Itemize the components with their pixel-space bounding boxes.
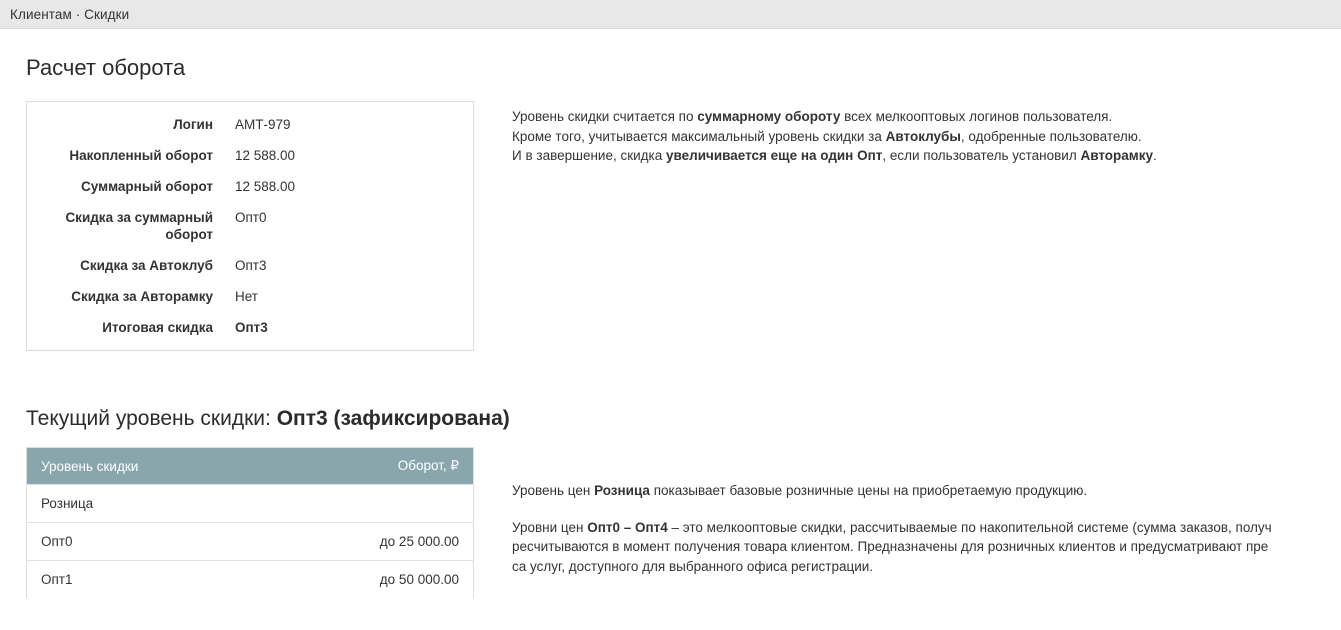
note-text: И в завершение, скидка xyxy=(512,148,666,163)
row-label: Скидка за Авторамку xyxy=(71,289,213,304)
table-row xyxy=(27,140,473,171)
discount-levels-box xyxy=(26,447,474,598)
row-label: Накопленный оборот xyxy=(69,148,213,163)
note-text: са услуг, доступного для выбранного офиса регистрации. xyxy=(512,558,874,574)
row-value: Опт0 xyxy=(235,210,267,225)
current-level-value: Опт3 (зафиксирована) xyxy=(276,407,510,430)
note-emphasis: Розница xyxy=(594,483,650,498)
note-line-3 xyxy=(512,146,1341,166)
row-label: Суммарный оборот xyxy=(81,179,213,194)
row-value: Опт3 xyxy=(235,258,267,273)
row-label: Скидка за суммарный оборот xyxy=(65,210,213,242)
table-row xyxy=(27,485,473,523)
row-value: АМТ-979 xyxy=(235,117,291,132)
table-row xyxy=(27,523,473,561)
note-text: , если пользователь установил xyxy=(882,148,1081,163)
turnover-info-table xyxy=(27,102,473,350)
current-level-heading xyxy=(26,407,1341,431)
price-levels-note xyxy=(512,481,1341,576)
right-column xyxy=(500,81,1341,166)
table-row xyxy=(27,171,473,202)
note-emphasis: Опт0 – Опт4 xyxy=(587,519,668,535)
cell-turnover xyxy=(267,485,473,523)
breadcrumb[interactable]: Клиентам · Скидки xyxy=(10,6,130,22)
note-emphasis: Авторамку xyxy=(1080,148,1154,163)
note-text: Кроме того, учитывается максимальный уровень скидки за xyxy=(512,128,886,144)
cell-turnover: до 25 000.00 xyxy=(267,523,473,561)
top-breadcrumb-bar xyxy=(0,0,1341,29)
cell-level: Опт0 xyxy=(27,523,267,561)
note-text: , одобренные пользователю. xyxy=(960,128,1142,144)
row-label: Скидка за Автоклуб xyxy=(80,258,213,273)
note-text: всех мелкооптовых логинов пользователя. xyxy=(840,109,1113,124)
row-value: 12 588.00 xyxy=(235,179,296,194)
column-header-turnover: Оборот, ₽ xyxy=(267,448,473,485)
note-text: . xyxy=(1153,148,1157,163)
note-text: ресчитываются в момент получения товара клиентом. Предназначены для розничных клиентов и предусматривают пре xyxy=(512,539,1269,554)
row-value: Опт3 xyxy=(235,320,268,335)
note-emphasis: суммарному обороту xyxy=(697,109,841,124)
table-row xyxy=(27,312,473,350)
table-row xyxy=(27,202,473,250)
discount-explanation-note xyxy=(512,107,1341,166)
note-text: Уровень скидки считается по xyxy=(512,109,698,124)
row-label: Итоговая скидка xyxy=(102,320,213,335)
row-value: Нет xyxy=(235,289,258,304)
current-level-prefix: Текущий уровень скидки: xyxy=(26,407,277,430)
left-column xyxy=(0,81,500,351)
row-value: 12 588.00 xyxy=(235,148,296,163)
row-label: Логин xyxy=(173,117,213,132)
cell-level: Розница xyxy=(27,485,267,523)
right-column-bottom xyxy=(500,431,1341,576)
note-line-2 xyxy=(512,127,1341,147)
note-text: – это мелкооптовые скидки, рассчитываемые по накопительной системе (сумма заказов, получ xyxy=(667,519,1272,535)
discount-levels-table xyxy=(27,448,473,598)
note-paragraph-1 xyxy=(512,481,1341,501)
note-text: Уровень цен xyxy=(512,483,595,498)
bottom-section xyxy=(0,431,1341,598)
note-line-1 xyxy=(512,107,1341,127)
page-title: Расчет оборота xyxy=(26,55,186,80)
note-paragraph-2 xyxy=(512,518,1341,577)
table-row xyxy=(27,102,473,140)
cell-turnover: до 50 000.00 xyxy=(267,561,473,599)
left-column-bottom xyxy=(0,431,500,598)
note-emphasis: Автоклубы xyxy=(885,128,961,144)
turnover-info-box xyxy=(26,101,474,351)
note-emphasis: увеличивается еще на один Опт xyxy=(666,148,883,163)
cell-level: Опт1 xyxy=(27,561,267,599)
table-row xyxy=(27,561,473,599)
table-row xyxy=(27,250,473,281)
top-section xyxy=(0,81,1341,351)
column-header-level: Уровень скидки xyxy=(27,448,267,485)
note-text: Уровни цен xyxy=(512,519,588,535)
table-row xyxy=(27,281,473,312)
page-content xyxy=(0,55,1341,598)
table-header-row xyxy=(27,448,473,485)
note-text: показывает базовые розничные цены на приобретаемую продукцию. xyxy=(649,483,1088,498)
